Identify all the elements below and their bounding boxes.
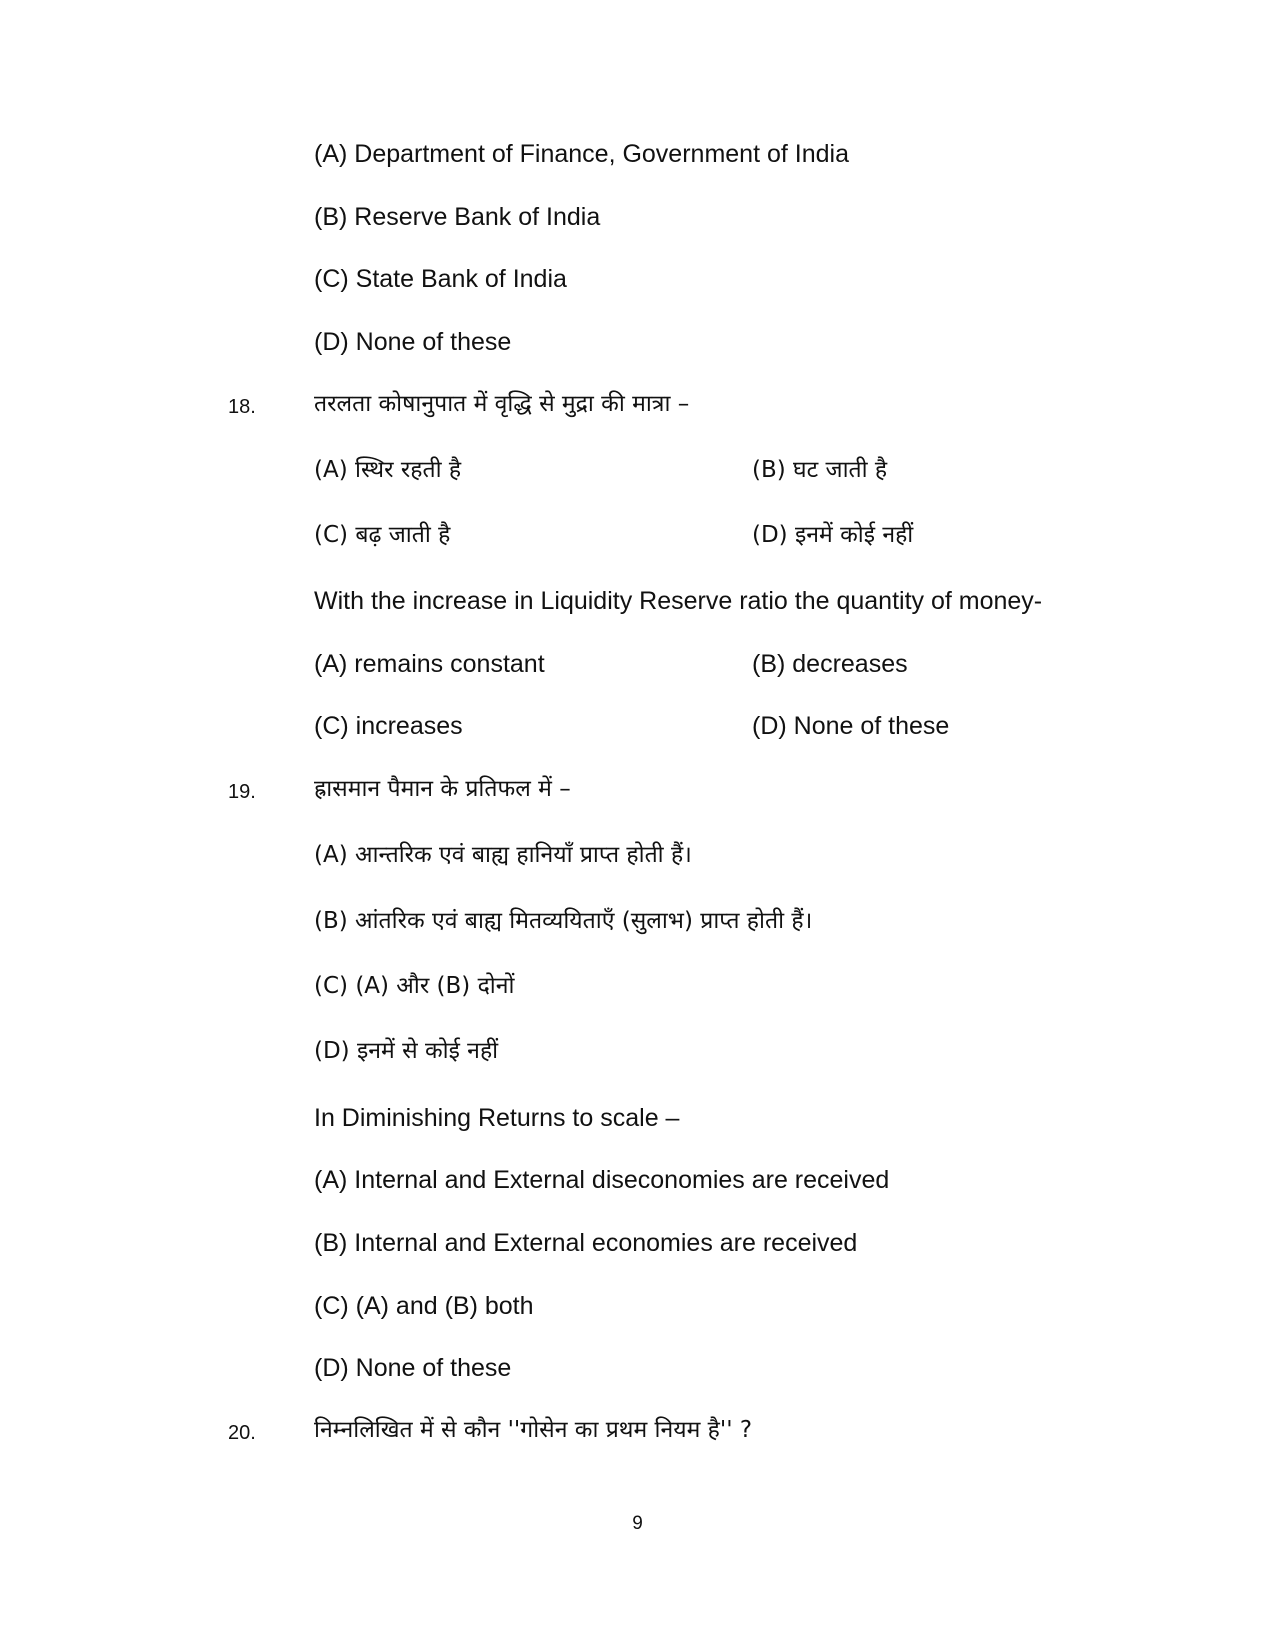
q18-number: 18. (228, 396, 256, 418)
q17-option-b: (B) Reserve Bank of India (314, 203, 601, 231)
q18-option-a-hindi: (A) स्थिर रहती है (314, 457, 462, 483)
q19-option-b: (B) Internal and External economies are received (314, 1229, 858, 1257)
q18-option-c-hindi: (C) बढ़ जाती है (314, 522, 451, 548)
q18-option-c: (C) increases (314, 712, 463, 740)
q18-option-a: (A) remains constant (314, 650, 545, 678)
q18-option-b: (B) decreases (752, 650, 908, 678)
q19-option-b-hindi: (B) आंतरिक एवं बाह्य मितव्ययिताएँ (सुलाभ) प्राप्त होती हैं। (314, 908, 813, 934)
q20-question-hindi: निम्नलिखित में से कौन ''गोसेन का प्रथम नियम है'' ? (314, 1417, 753, 1443)
q19-number: 19. (228, 781, 256, 803)
q18-option-b-hindi: (B) घट जाती है (752, 457, 888, 483)
q19-option-a-hindi: (A) आन्तरिक एवं बाह्य हानियाँ प्राप्त होती हैं। (314, 842, 692, 868)
q18-question-english: With the increase in Liquidity Reserve ratio the quantity of money- (314, 587, 1043, 615)
q19-option-a: (A) Internal and External diseconomies are received (314, 1166, 890, 1194)
q19-option-d-hindi: (D) इनमें से कोई नहीं (314, 1038, 499, 1064)
q19-question-english: In Diminishing Returns to scale – (314, 1104, 680, 1132)
q17-option-c: (C) State Bank of India (314, 265, 567, 293)
q19-option-d: (D) None of these (314, 1354, 512, 1382)
q18-question-hindi: तरलता कोषानुपात में वृद्धि से मुद्रा की मात्रा – (314, 391, 690, 417)
q20-number: 20. (228, 1422, 256, 1444)
q17-option-a: (A) Department of Finance, Government of India (314, 140, 849, 168)
q17-option-d: (D) None of these (314, 328, 512, 356)
q19-question-hindi: ह्रासमान पैमान के प्रतिफल में – (314, 776, 571, 802)
q19-option-c-hindi: (C) (A) और (B) दोनों (314, 973, 515, 999)
q18-option-d: (D) None of these (752, 712, 950, 740)
q19-option-c: (C) (A) and (B) both (314, 1292, 534, 1320)
q18-option-d-hindi: (D) इनमें कोई नहीं (752, 522, 914, 548)
page-number: 9 (632, 1513, 643, 1534)
